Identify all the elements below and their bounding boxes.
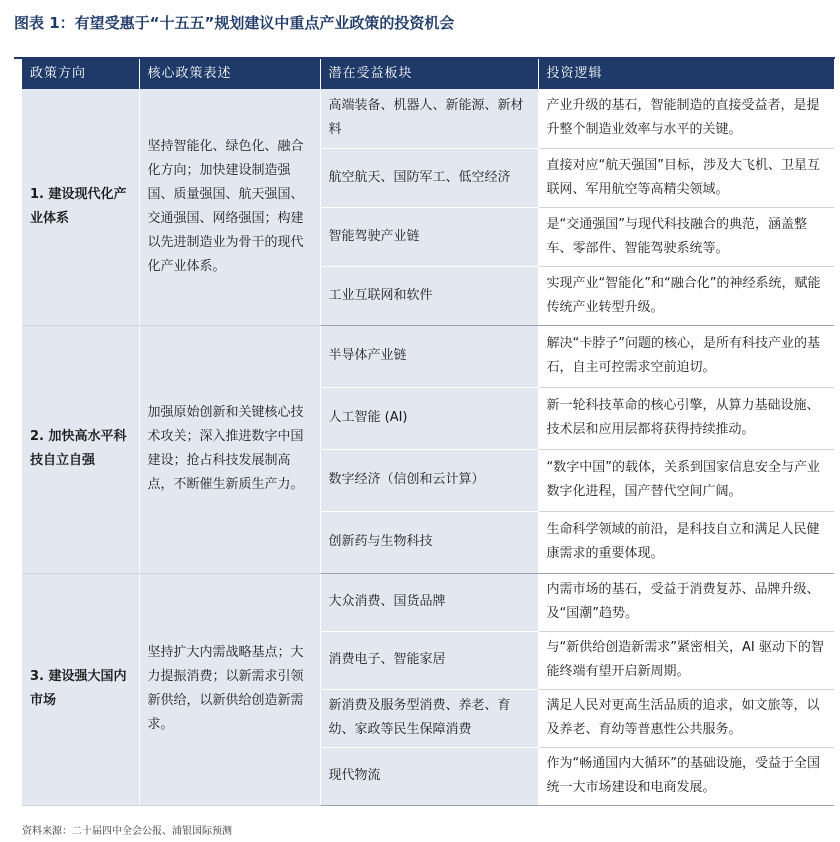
logic-cell: 直接对应“航天强国”目标，涉及大飞机、卫星互联网、军用航空等高精尖领域。 <box>538 148 834 207</box>
logic-cell: 作为“畅通国内大循环”的基础设施，受益于全国统一大市场建设和电商发展。 <box>538 747 834 805</box>
figure-label: 图表 1： <box>14 14 75 32</box>
policy-description-cell: 坚持智能化、绿色化、融合化方向；加快建设制造强国、质量强国、航天强国、交通强国、网络强国；构建以先进制造业为骨干的现代化产业体系。 <box>139 89 320 325</box>
sector-cell: 数字经济（信创和云计算） <box>320 449 538 511</box>
logic-cell: 生命科学领域的前沿，是科技自立和满足人民健康需求的重要体现。 <box>538 511 834 573</box>
logic-cell: 产业升级的基石，智能制造的直接受益者，是提升整个制造业效率与水平的关键。 <box>538 89 834 148</box>
sector-cell: 现代物流 <box>320 747 538 805</box>
policy-description-cell: 坚持扩大内需战略基点；大力提振消费；以新需求引领新供给，以新供给创造新需求。 <box>139 573 320 805</box>
logic-cell: 实现产业“智能化”和“融合化”的神经系统，赋能传统产业转型升级。 <box>538 266 834 325</box>
sector-cell: 创新药与生物科技 <box>320 511 538 573</box>
sector-cell: 智能驾驶产业链 <box>320 207 538 266</box>
sector-cell: 消费电子、智能家居 <box>320 631 538 689</box>
logic-cell: 内需市场的基石，受益于消费复苏、品牌升级、及“国潮”趋势。 <box>538 573 834 631</box>
logic-cell: 解决“卡脖子”问题的核心，是所有科技产业的基石，自主可控需求空前迫切。 <box>538 325 834 387</box>
sector-cell: 大众消费、国货品牌 <box>320 573 538 631</box>
logic-cell: “数字中国”的载体，关系到国家信息安全与产业数字化进程，国产替代空间广阔。 <box>538 449 834 511</box>
sector-cell: 新消费及服务型消费、养老、育幼、家政等民生保障消费 <box>320 689 538 747</box>
sector-cell: 人工智能 (AI) <box>320 387 538 449</box>
table-header-row <box>22 59 834 89</box>
policy-direction-cell: 2. 加快高水平科技自立自强 <box>22 325 139 573</box>
logic-cell: 是“交通强国”与现代科技融合的典范，涵盖整车、零部件、智能驾驶系统等。 <box>538 207 834 266</box>
logic-cell: 新一轮科技革命的核心引擎，从算力基础设施、技术层和应用层都将获得持续推动。 <box>538 387 834 449</box>
policy-direction-cell: 1. 建设现代化产业体系 <box>22 89 139 325</box>
sector-cell: 工业互联网和软件 <box>320 266 538 325</box>
policy-table <box>22 59 835 806</box>
table-row <box>22 89 834 148</box>
sector-cell: 半导体产业链 <box>320 325 538 387</box>
table-row <box>22 573 834 631</box>
sector-cell: 航空航天、国防军工、低空经济 <box>320 148 538 207</box>
policy-description-cell: 加强原始创新和关键核心技术攻关；深入推进数字中国建设；抢占科技发展制高点，不断催生新质生产力。 <box>139 325 320 573</box>
header-core-policy: 核心政策表述 <box>139 59 320 89</box>
sector-cell: 高端装备、机器人、新能源、新材料 <box>320 89 538 148</box>
figure-title-text: 有望受惠于“十五五”规划建议中重点产业政策的投资机会 <box>74 14 455 32</box>
header-investment-logic: 投资逻辑 <box>538 59 834 89</box>
header-beneficiary-sector: 潜在受益板块 <box>320 59 538 89</box>
logic-cell: 与“新供给创造新需求”紧密相关，AI 驱动下的智能终端有望开启新周期。 <box>538 631 834 689</box>
figure-title <box>14 10 454 36</box>
header-policy-direction: 政策方向 <box>22 59 139 89</box>
policy-direction-cell: 3. 建设强大国内市场 <box>22 573 139 805</box>
logic-cell: 满足人民对更高生活品质的追求，如文旅等，以及养老、育幼等普惠性公共服务。 <box>538 689 834 747</box>
table-row <box>22 325 834 387</box>
source-note: 资料来源：二十届四中全会公报、浦银国际预测 <box>22 826 232 837</box>
